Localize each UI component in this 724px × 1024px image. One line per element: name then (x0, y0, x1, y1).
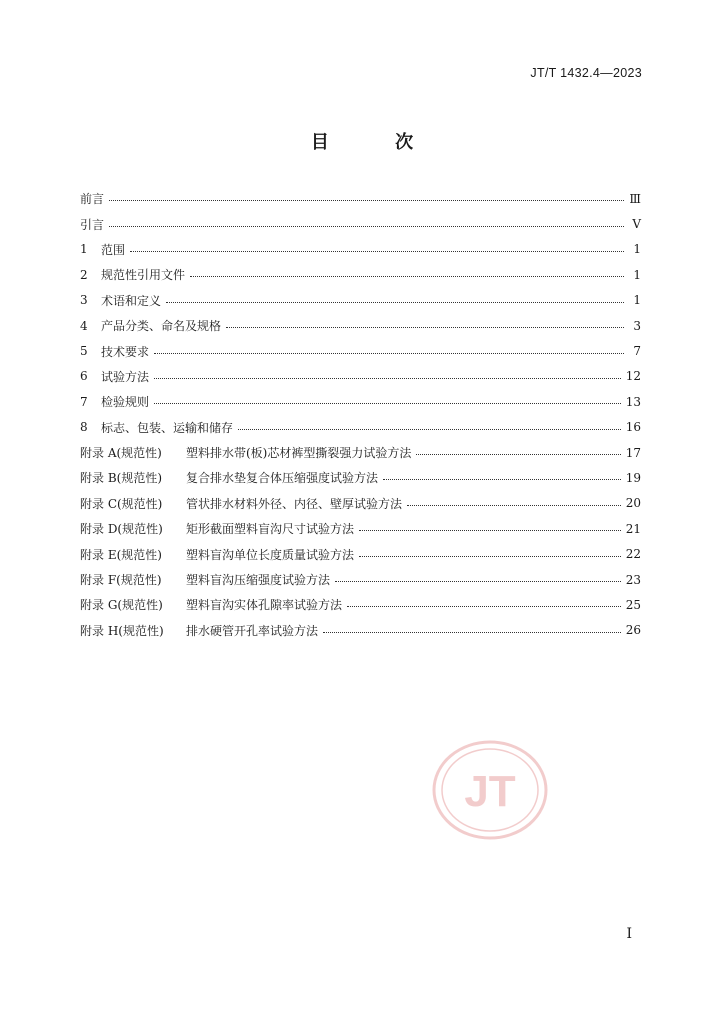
toc-clause-number: 5 (80, 344, 88, 359)
toc-title: 矩形截面塑料盲沟尺寸试验方法 (186, 522, 355, 537)
toc-leader-dots (347, 605, 621, 607)
toc-title: 复合排水垫复合体压缩强度试验方法 (186, 471, 379, 486)
toc-page-number: 22 (625, 547, 641, 562)
toc-title: 塑料盲沟单位长度质量试验方法 (186, 547, 355, 562)
toc-title: 规范性引用文件 (101, 268, 186, 283)
toc-page-number: 1 (633, 267, 641, 282)
toc-leader-dots (323, 631, 621, 633)
toc-entry[interactable] (80, 389, 641, 414)
toc-entry[interactable] (80, 415, 641, 440)
toc-page-number: 19 (625, 470, 641, 485)
toc-entry[interactable] (80, 516, 641, 541)
toc-entry[interactable] (80, 567, 641, 592)
toc-page-number: 21 (625, 521, 641, 536)
toc-page-number: 25 (625, 597, 641, 612)
toc-annex-label: 附录 H(规范性) (80, 623, 164, 638)
watermark-text: JT (464, 767, 516, 816)
toc-title: 管状排水材料外径、内径、壁厚试验方法 (186, 496, 403, 511)
toc-entry[interactable] (80, 592, 641, 617)
toc-page-number: 13 (625, 394, 641, 409)
toc-entry[interactable] (80, 237, 641, 262)
toc-title: 检验规则 (101, 395, 150, 410)
toc-title: 范围 (101, 242, 126, 257)
toc-entry[interactable] (80, 541, 641, 566)
toc-title: 塑料盲沟压缩强度试验方法 (186, 573, 331, 588)
toc-title: 技术要求 (101, 344, 150, 359)
toc-entry[interactable] (80, 364, 641, 389)
jt-logo-watermark (432, 740, 548, 840)
toc-leader-dots (190, 275, 624, 277)
toc-annex-label: 附录 B(规范性) (80, 471, 162, 486)
toc-page-number: 1 (633, 293, 641, 308)
toc-leader-dots (335, 580, 621, 582)
toc-leader-dots (407, 504, 621, 506)
toc-clause-number: 6 (80, 369, 88, 384)
toc-leader-dots (166, 301, 624, 303)
toc-page-number: 3 (633, 318, 641, 333)
page-number: I (626, 926, 632, 942)
toc-annex-label: 附录 C(规范性) (80, 496, 163, 511)
toc-entry[interactable] (80, 186, 641, 211)
toc-page-number: 23 (625, 572, 641, 587)
toc-annex-label: 附录 E(规范性) (80, 547, 162, 562)
toc-leader-dots (359, 555, 621, 557)
toc-clause-number: 4 (80, 318, 88, 333)
toc-annex-label: 附录 G(规范性) (80, 598, 163, 613)
toc-title: 试验方法 (101, 369, 150, 384)
toc-leader-dots (416, 453, 620, 455)
toc-page-number: Ⅲ (629, 191, 641, 206)
toc-title: 前言 (80, 192, 105, 207)
toc-entry[interactable] (80, 313, 641, 338)
toc-entry[interactable] (80, 211, 641, 236)
toc-page-number: 7 (633, 344, 641, 359)
toc-entry[interactable] (80, 338, 641, 363)
toc-page-number: 26 (625, 623, 641, 638)
toc-leader-dots (154, 402, 621, 404)
toc-entry[interactable] (80, 288, 641, 313)
standard-code: JT/T 1432.4—2023 (530, 66, 642, 80)
toc-page-number: 16 (625, 420, 641, 435)
toc-clause-number: 8 (80, 420, 88, 435)
toc-entry[interactable] (80, 440, 641, 465)
toc-leader-dots (109, 199, 624, 201)
toc-title: 标志、包装、运输和储存 (101, 420, 234, 435)
toc-entry[interactable] (80, 618, 641, 643)
toc-leader-dots (383, 478, 621, 480)
toc-page-number: 12 (625, 369, 641, 384)
table-of-contents (80, 186, 641, 643)
toc-title: 术语和定义 (101, 293, 162, 308)
toc-page-number: 20 (625, 496, 641, 511)
toc-leader-dots (238, 428, 621, 430)
toc-title: 引言 (80, 217, 105, 232)
toc-leader-dots (154, 352, 624, 354)
toc-title: 排水硬管开孔率试验方法 (186, 623, 319, 638)
toc-leader-dots (109, 225, 624, 227)
toc-clause-number: 7 (80, 394, 88, 409)
toc-clause-number: 2 (80, 267, 88, 282)
toc-leader-dots (154, 377, 621, 379)
toc-clause-number: 1 (80, 242, 88, 257)
toc-leader-dots (130, 250, 624, 252)
toc-page-number: Ⅴ (632, 217, 641, 232)
toc-annex-label: 附录 A(规范性) (80, 446, 162, 461)
toc-title: 塑料盲沟实体孔隙率试验方法 (186, 598, 343, 613)
toc-leader-dots (226, 326, 624, 328)
toc-entry[interactable] (80, 465, 641, 490)
toc-leader-dots (359, 529, 621, 531)
toc-annex-label: 附录 F(规范性) (80, 573, 162, 588)
toc-entry[interactable] (80, 262, 641, 287)
toc-title: 产品分类、命名及规格 (101, 319, 222, 334)
toc-page-number: 17 (625, 445, 641, 460)
toc-entry[interactable] (80, 491, 641, 516)
toc-title: 塑料排水带(板)芯材裤型撕裂强力试验方法 (186, 446, 412, 461)
toc-clause-number: 3 (80, 293, 88, 308)
toc-page-number: 1 (633, 242, 641, 257)
page-title: 目 次 (310, 132, 444, 153)
toc-annex-label: 附录 D(规范性) (80, 522, 163, 537)
